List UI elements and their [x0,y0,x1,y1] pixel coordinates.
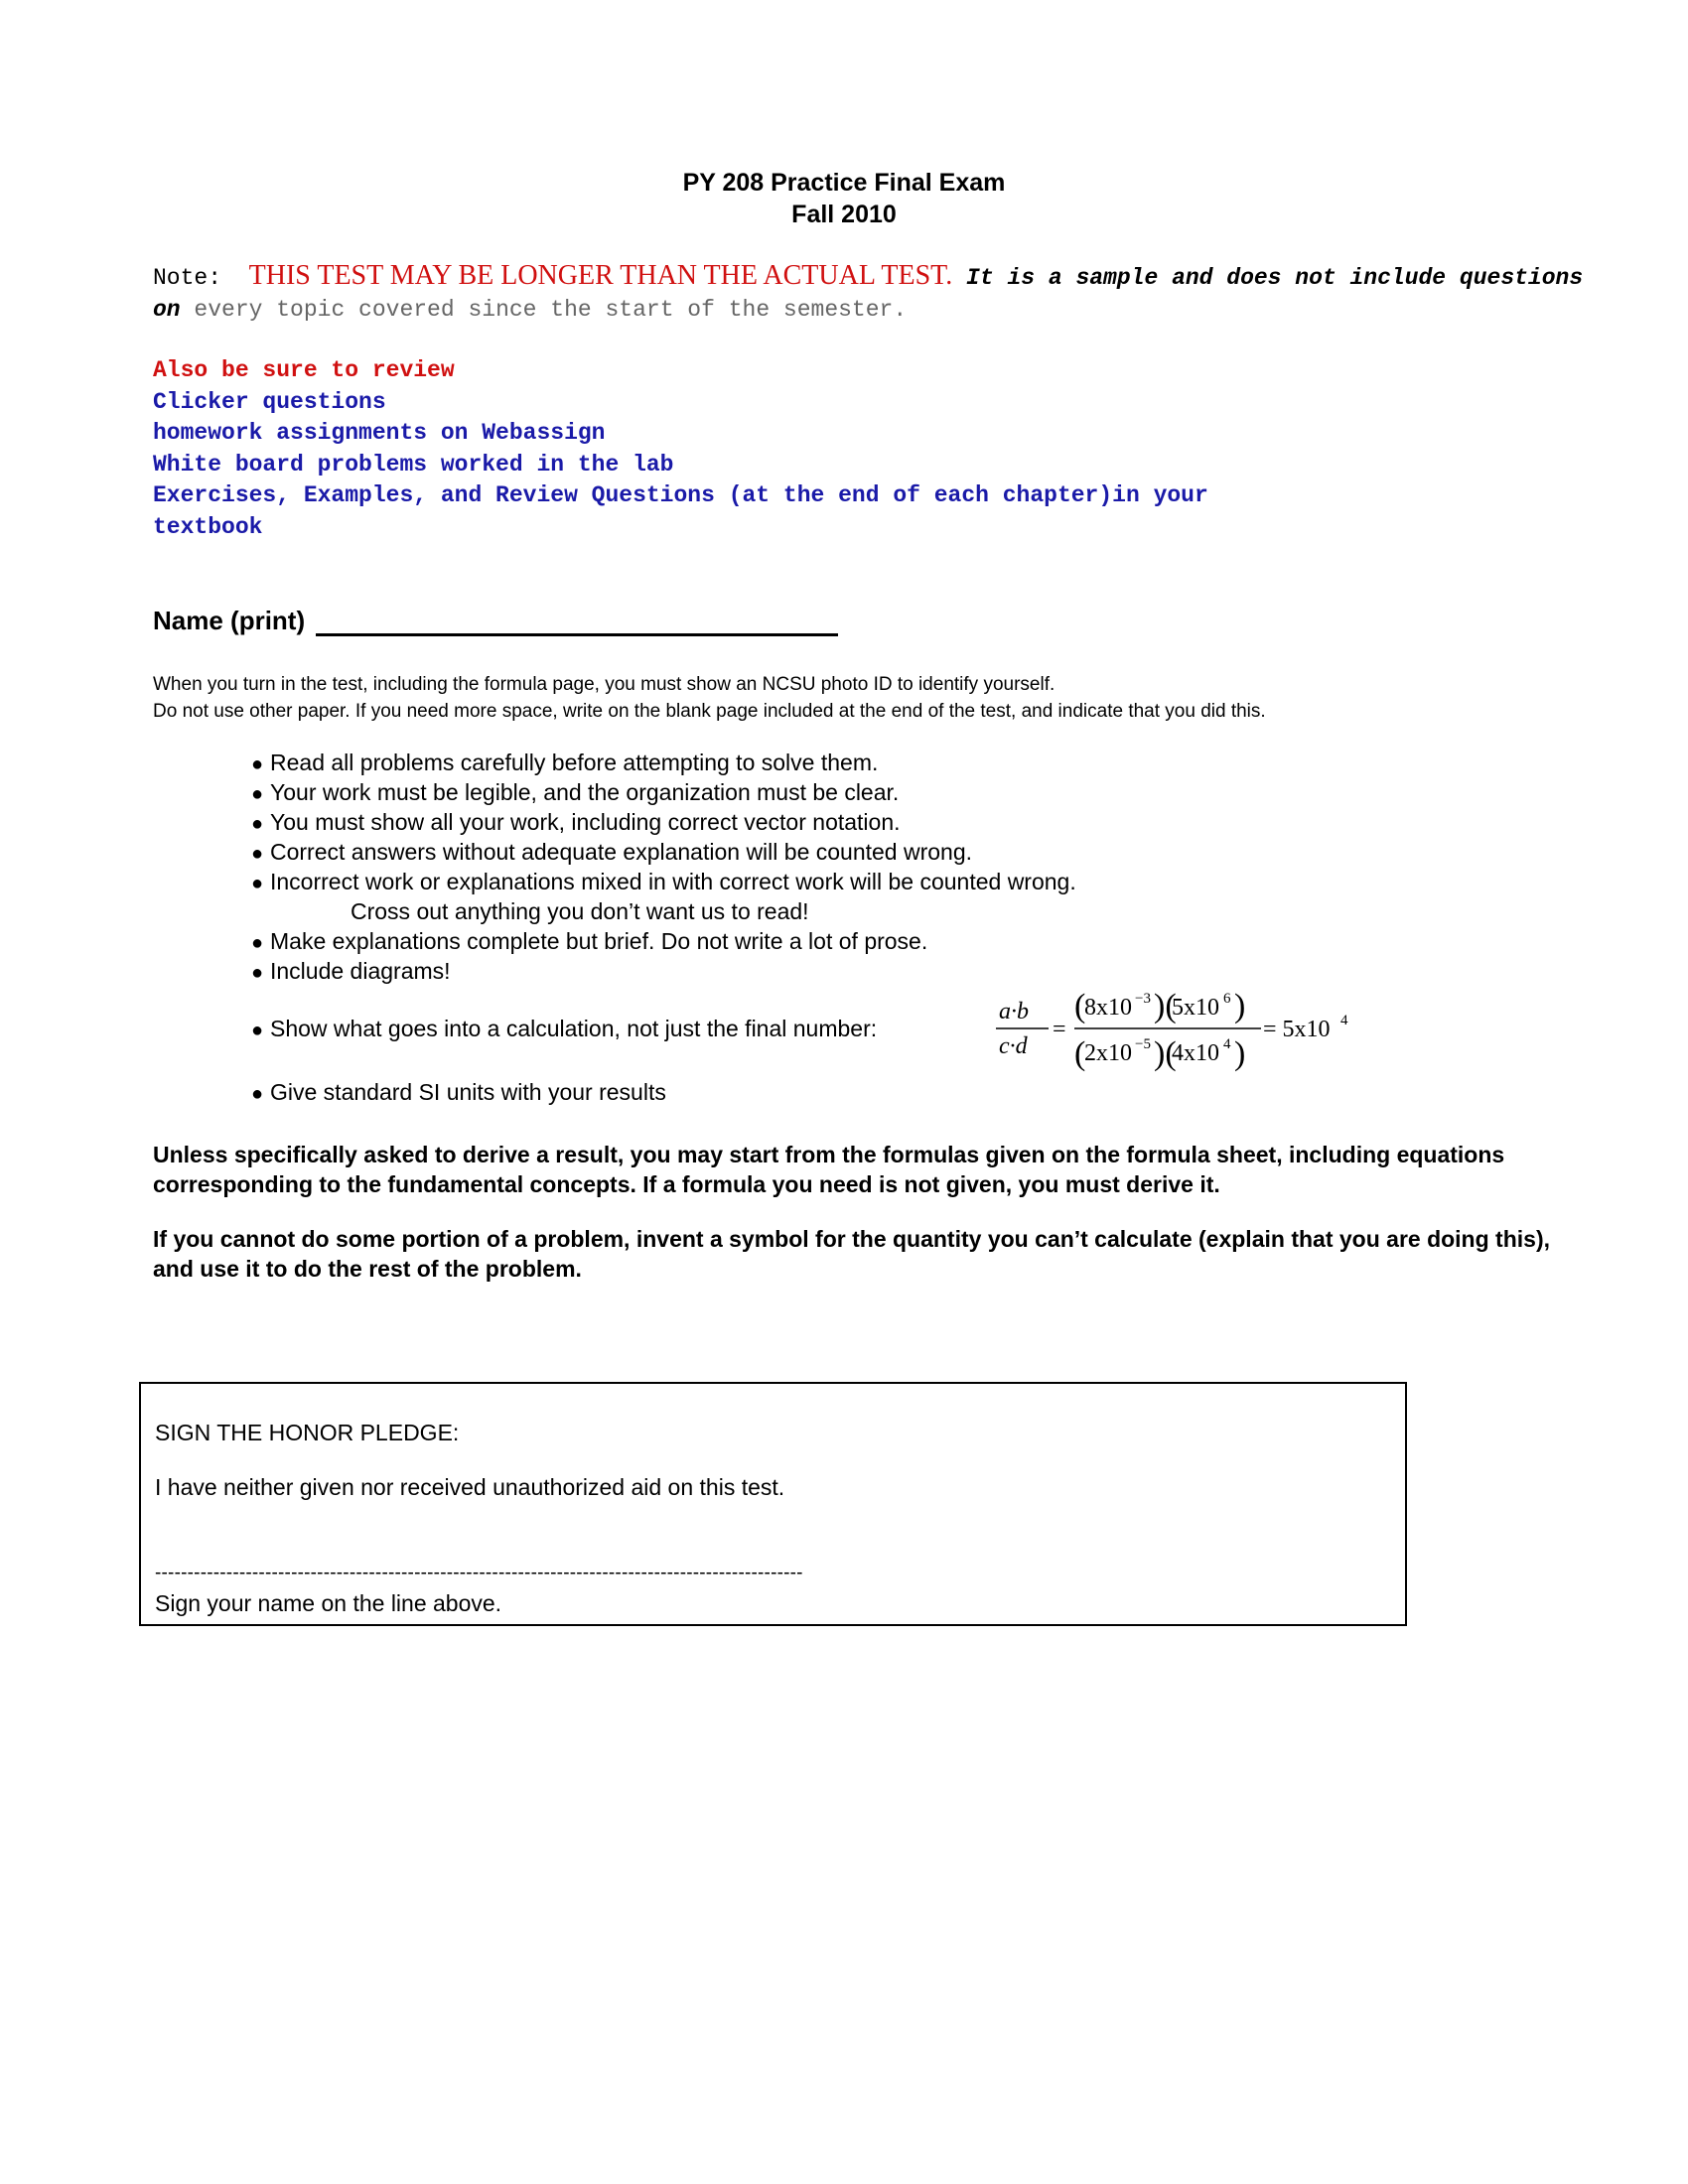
review-item: Clicker questions [153,388,386,415]
rule-item [251,1016,877,1042]
review-list [153,355,1543,543]
note-emphasis: It is a sample and does not include questions on [153,265,1584,323]
signature-caption: Sign your name on the line above. [155,1590,502,1616]
bullet-icon: ● [251,843,264,865]
paren-icon: )( [1154,988,1177,1024]
formula-d2-exp: 4 [1223,1036,1231,1052]
rule-item [251,1079,666,1106]
name-field-row [153,604,838,636]
paren-icon: )( [1154,1035,1177,1072]
note-label: Note: [153,265,222,291]
rule-item [251,928,927,955]
symbol-paragraph: If you cannot do some portion of a problem, invent a symbol for the quantity you can’t calculate (explain that you are doing this), and use it to do the rest of the problem. [153,1226,1550,1282]
paren-icon: ) [1234,988,1246,1024]
review-heading: Also be sure to review [153,357,455,383]
rule-text: Include diagrams! [270,958,451,984]
rule-text: Cross out anything you don’t want us to read! [351,898,809,924]
signature-line[interactable]: ---------------------------------------------------------------------------------------------------- [155,1563,803,1583]
review-item: White board problems worked in the lab [153,451,674,478]
exam-term: Fall 2010 [791,201,897,228]
review-item: homework assignments on Webassign [153,420,606,446]
rule-text: Make explanations complete but brief. Do not write a lot of prose. [270,928,928,954]
instruction-line: Do not use other paper. If you need more space, write on the blank page included at the end of the test, and indicate that you did this. [153,701,1266,722]
name-field-line[interactable] [316,604,838,636]
paren-icon: ( [1074,1035,1086,1072]
bullet-icon: ● [251,873,264,894]
rule-item [251,779,899,806]
id-instructions [153,671,1543,725]
formula-n1-exp: −3 [1135,991,1151,1007]
rule-text: Your work must be legible, and the organization must be clear. [270,779,900,805]
paren-icon: ) [1234,1035,1246,1072]
bullet-icon: ● [251,813,264,835]
rule-text: Give standard SI units with your results [270,1079,666,1105]
exam-title: PY 208 Practice Final Exam [682,169,1006,197]
formula-n2: 5x10 [1172,995,1219,1021]
formula-n2-exp: 6 [1223,991,1231,1007]
note-warning: THIS TEST MAY BE LONGER THAN THE ACTUAL TEST. [248,260,953,291]
bullet-icon: ● [251,783,264,805]
formula-result: = 5x10 [1263,1017,1331,1042]
review-item: textbook [153,513,263,540]
formula-lhs-numerator: a·b [999,999,1029,1024]
formula-lhs-denominator: c·d [999,1033,1028,1059]
rule-item [251,958,451,985]
honor-pledge-box [139,1382,1407,1626]
rule-item [251,869,1076,895]
rule-item [251,809,901,836]
review-item: Exercises, Examples, and Review Questions (at the end of each chapter)in your [153,482,1208,508]
rule-item [251,750,878,776]
note-rest: every topic covered since the start of the semester. [194,297,908,323]
bullet-icon: ● [251,932,264,954]
rule-item [251,839,972,866]
pledge-statement: I have neither given nor received unauthorized aid on this test. [155,1474,785,1500]
paren-icon: ( [1074,988,1086,1024]
formula-n1: 8x10 [1084,995,1132,1021]
rule-text: You must show all your work, including correct vector notation. [270,809,901,835]
example-calculation-formula [993,981,1370,1076]
bullet-icon: ● [251,1083,264,1105]
formula-d1-exp: −5 [1135,1036,1151,1052]
pledge-heading: SIGN THE HONOR PLEDGE: [155,1420,460,1445]
bullet-icon: ● [251,1020,264,1041]
bullet-icon: ● [251,962,264,984]
rule-text: Show what goes into a calculation, not just the final number: [270,1016,878,1041]
formula-d2: 4x10 [1172,1040,1219,1066]
note-paragraph [153,260,1603,326]
formula-d1: 2x10 [1084,1040,1132,1066]
bullet-icon: ● [251,753,264,775]
rule-item-continued [251,898,809,925]
formula-result-exp: 4 [1340,1013,1348,1028]
rule-text: Read all problems carefully before attempting to solve them. [270,750,879,775]
instruction-line: When you turn in the test, including the formula page, you must show an NCSU photo ID to identify yourself. [153,674,1055,695]
rule-text: Incorrect work or explanations mixed in with correct work will be counted wrong. [270,869,1076,894]
formula-sheet-paragraph: Unless specifically asked to derive a result, you may start from the formulas given on the formula sheet, including equations corresponding to the fundamental concepts. If a formula you need is not given, you must derive it. [153,1142,1505,1197]
name-field-label: Name (print) [153,606,306,635]
equals-sign: = [1053,1017,1066,1042]
rule-text: Correct answers without adequate explanation will be counted wrong. [270,839,973,865]
